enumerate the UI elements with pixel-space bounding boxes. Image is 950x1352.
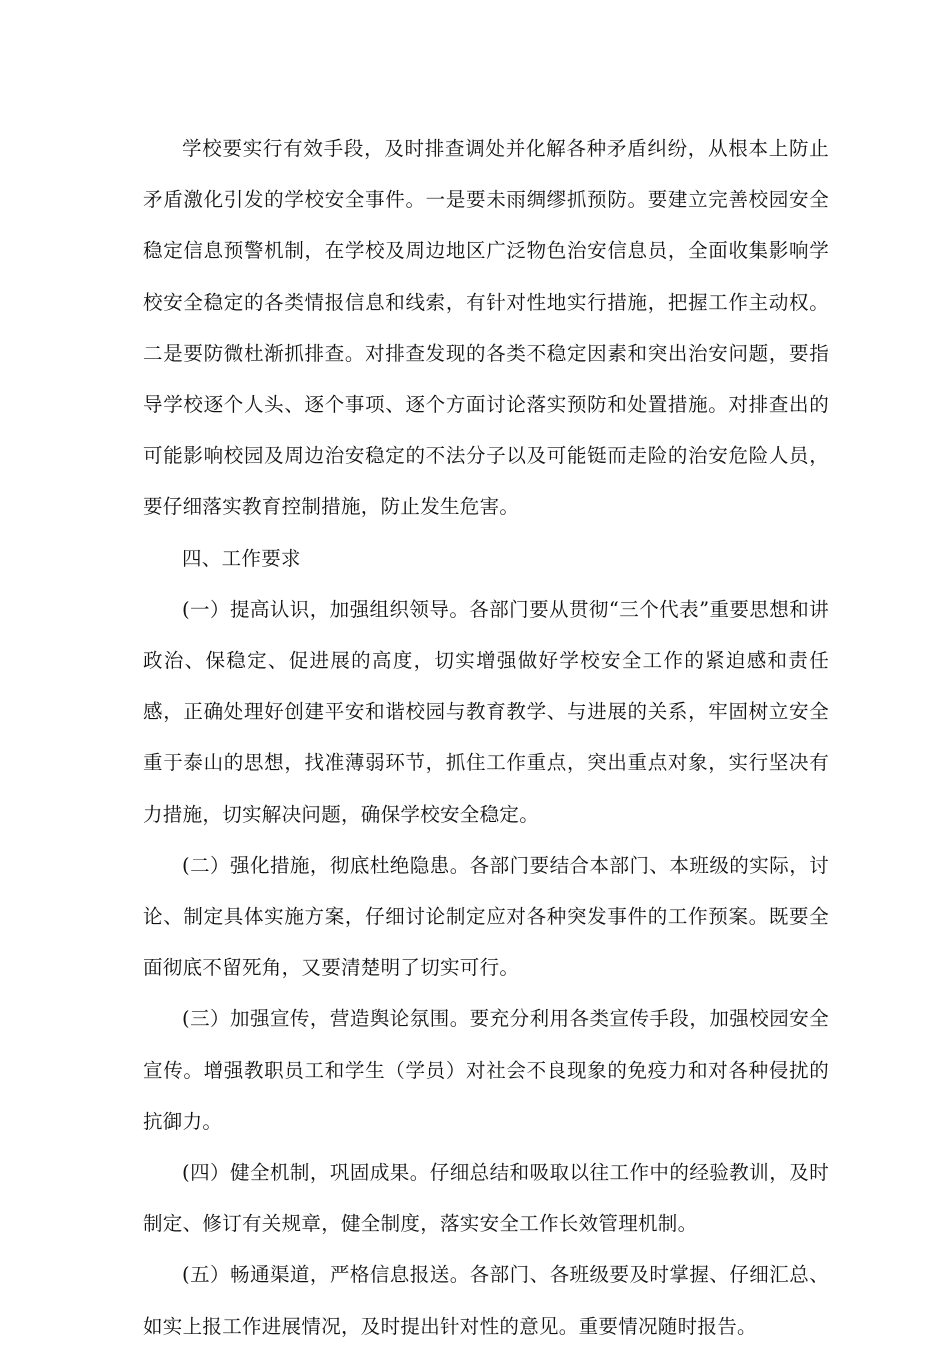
paragraph-requirement-4: (四）健全机制，巩固成果。仔细总结和吸取以往工作中的经验教训，及时制定、修订有关规章，健全制度，落实安全工作长效管理机制。 [143,1161,829,1236]
document-body [143,123,829,1352]
paragraph-requirement-1: (一）提高认识，加强组织领导。各部门要从贯彻“三个代表”重要思想和讲政治、保稳定、促进展的高度，切实增强做好学校安全工作的紧迫感和责任感，正确处理好创建平安和谐校园与教育教学、与进展的关系，牢固树立安全重于泰山的思想，找准薄弱环节，抓住工作重点，突出重点对象，实行坚决有力措施，切实解决问题，确保学校安全稳定。 [143,597,829,826]
section-heading-work-requirements: 四、工作要求 [182,546,301,570]
paragraph-measures: 学校要实行有效手段，及时排查调处并化解各种矛盾纠纷，从根本上防止矛盾激化引发的学校安全事件。一是要未雨绸缪抓预防。要建立完善校园安全稳定信息预警机制，在学校及周边地区广泛物色治安信息员，全面收集影响学校安全稳定的各类情报信息和线索，有针对性地实行措施，把握工作主动权。二是要防微杜渐抓排查。对排查发现的各类不稳定因素和突出治安问题，要指导学校逐个人头、逐个事项、逐个方面讨论落实预防和处置措施。对排查出的可能影响校园及周边治安稳定的不法分子以及可能铤而走险的治安危险人员，要仔细落实教育控制措施，防止发生危害。 [143,137,829,519]
paragraph-requirement-2: (二）强化措施，彻底杜绝隐患。各部门要结合本部门、本班级的实际，讨论、制定具体实施方案，仔细讨论制定应对各种突发事件的工作预案。既要全面彻底不留死角，又要清楚明了切实可行。 [143,853,829,980]
paragraph-requirement-5: (五）畅通渠道，严格信息报送。各部门、各班级要及时掌握、仔细汇总、如实上报工作进展情况，及时提出针对性的意见。重要情况随时报告。 [143,1263,829,1338]
paragraph-requirement-3: (三）加强宣传，营造舆论氛围。要充分利用各类宣传手段，加强校园安全宣传。增强教职员工和学生（学员）对社会不良现象的免疫力和对各种侵扰的抗御力。 [143,1007,829,1133]
